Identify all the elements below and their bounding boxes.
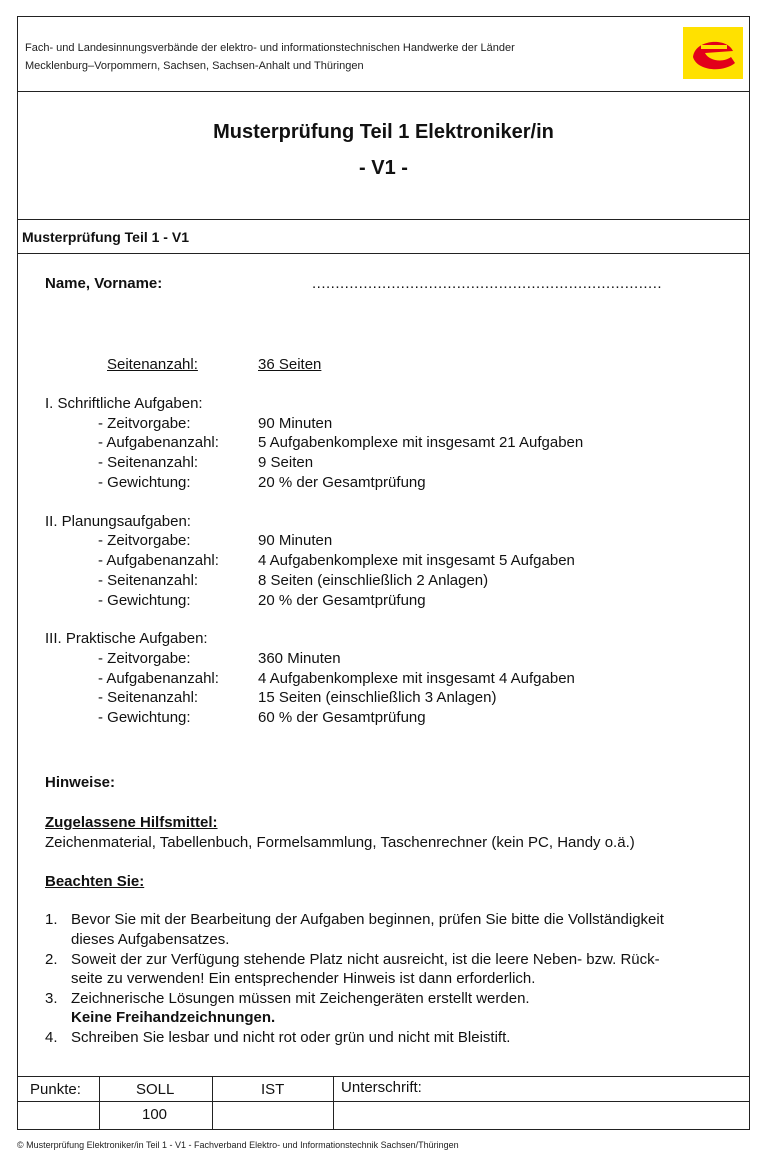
part-3-title: III. Praktische Aufgaben: — [45, 630, 208, 647]
note-3-number: 3. — [45, 990, 58, 1007]
note-1-line-2: dieses Aufgabensatzes. — [71, 931, 230, 948]
part-3-tasks-label: - Aufgabenanzahl: — [98, 670, 219, 687]
part-1-tasks-value: 5 Aufgabenkomplexe mit insgesamt 21 Aufgaben — [258, 434, 584, 451]
part-1-tasks-label: - Aufgabenanzahl: — [98, 434, 219, 451]
soll-label: SOLL — [136, 1081, 175, 1098]
part-3-weight-label: - Gewichtung: — [98, 709, 191, 726]
e-handwerk-logo-icon — [683, 27, 743, 79]
title-block — [18, 91, 749, 220]
points-label: Punkte: — [30, 1081, 81, 1098]
aids-title: Zugelassene Hilfsmittel: — [45, 814, 218, 831]
score-table-col-divider-3 — [333, 1077, 334, 1129]
exam-cover-frame — [17, 16, 750, 1130]
note-4-number: 4. — [45, 1029, 58, 1046]
part-1-weight-label: - Gewichtung: — [98, 474, 191, 491]
note-title: Beachten Sie: — [45, 873, 145, 890]
organization-text — [25, 39, 515, 75]
note-1-line-1: Bevor Sie mit der Bearbeitung der Aufgaben beginnen, prüfen Sie bitte die Vollständigkeit — [71, 911, 664, 928]
note-1-number: 1. — [45, 911, 58, 928]
note-4-line-1: Schreiben Sie lesbar und nicht rot oder grün und nicht mit Bleistift. — [71, 1029, 511, 1046]
part-2-pages-label: - Seitenanzahl: — [98, 572, 199, 589]
signature-label: Unterschrift: — [341, 1079, 422, 1096]
part-2-pages-value: 8 Seiten (einschließlich 2 Anlagen) — [258, 572, 489, 589]
name-field[interactable]: ........................................................................... — [312, 275, 663, 292]
note-2-line-1: Soweit der zur Verfügung stehende Platz nicht ausreicht, ist die leere Neben- bzw. Rück- — [71, 951, 660, 968]
signature-field[interactable] — [335, 1103, 749, 1127]
copyright-footer: © Musterprüfung Elektroniker/in Teil 1 - V1 - Fachverband Elektro- und Informationstechnik Sachsen/Thüringen — [17, 1140, 459, 1150]
ist-value-field[interactable] — [214, 1103, 331, 1127]
part-1-time-label: - Zeitvorgabe: — [98, 415, 191, 432]
part-3-tasks-value: 4 Aufgabenkomplexe mit insgesamt 4 Aufgaben — [258, 670, 575, 687]
soll-value: 100 — [142, 1106, 168, 1123]
part-3-time-label: - Zeitvorgabe: — [98, 650, 191, 667]
part-1-time-value: 90 Minuten — [258, 415, 333, 432]
part-2-tasks-value: 4 Aufgabenkomplexe mit insgesamt 5 Aufgaben — [258, 552, 575, 569]
total-pages-value: 36 Seiten — [258, 356, 322, 373]
note-2-number: 2. — [45, 951, 58, 968]
ist-label: IST — [261, 1081, 285, 1098]
version-title: - V1 - — [359, 157, 408, 179]
part-1-weight-value: 20 % der Gesamtprüfung — [258, 474, 426, 491]
part-2-weight-value: 20 % der Gesamtprüfung — [258, 592, 426, 609]
part-2-tasks-label: - Aufgabenanzahl: — [98, 552, 219, 569]
note-3-line-1: Zeichnerische Lösungen müssen mit Zeichengeräten erstellt werden. — [71, 990, 530, 1007]
total-pages-label: Seitenanzahl: — [107, 356, 198, 373]
section-header-label: Musterprüfung Teil 1 - V1 — [22, 229, 189, 245]
page-title: Musterprüfung Teil 1 Elektroniker/in — [213, 121, 554, 143]
name-label: Name, Vorname: — [45, 275, 163, 292]
score-table — [18, 1076, 749, 1129]
aids-text: Zeichenmaterial, Tabellenbuch, Formelsammlung, Taschenrechner (kein PC, Handy o.ä.) — [45, 834, 635, 851]
score-table-col-divider-1 — [99, 1077, 100, 1129]
part-2-title: II. Planungsaufgaben: — [45, 513, 191, 530]
part-2-time-label: - Zeitvorgabe: — [98, 532, 191, 549]
note-3-line-2: Keine Freihandzeichnungen. — [71, 1009, 276, 1026]
part-3-weight-value: 60 % der Gesamtprüfung — [258, 709, 426, 726]
org-line-1: Fach- und Landesinnungsverbände der elektro- und informationstechnischen Handwerke der Länder — [25, 42, 515, 54]
section-header — [18, 219, 749, 254]
part-1-title: I. Schriftliche Aufgaben: — [45, 395, 203, 412]
part-2-weight-label: - Gewichtung: — [98, 592, 191, 609]
score-table-col-divider-2 — [212, 1077, 213, 1129]
hints-title: Hinweise: — [45, 774, 116, 791]
header — [18, 17, 749, 92]
note-2-line-2: seite zu verwenden! Ein entsprechender Hinweis ist dann erforderlich. — [71, 970, 536, 987]
part-2-time-value: 90 Minuten — [258, 532, 333, 549]
org-line-2: Mecklenburg–Vorpommern, Sachsen, Sachsen-Anhalt und Thüringen — [25, 60, 364, 72]
part-3-time-value: 360 Minuten — [258, 650, 341, 667]
part-3-pages-label: - Seitenanzahl: — [98, 689, 199, 706]
part-1-pages-label: - Seitenanzahl: — [98, 454, 199, 471]
score-table-row-divider — [18, 1101, 749, 1102]
part-1-pages-value: 9 Seiten — [258, 454, 314, 471]
part-3-pages-value: 15 Seiten (einschließlich 3 Anlagen) — [258, 689, 497, 706]
